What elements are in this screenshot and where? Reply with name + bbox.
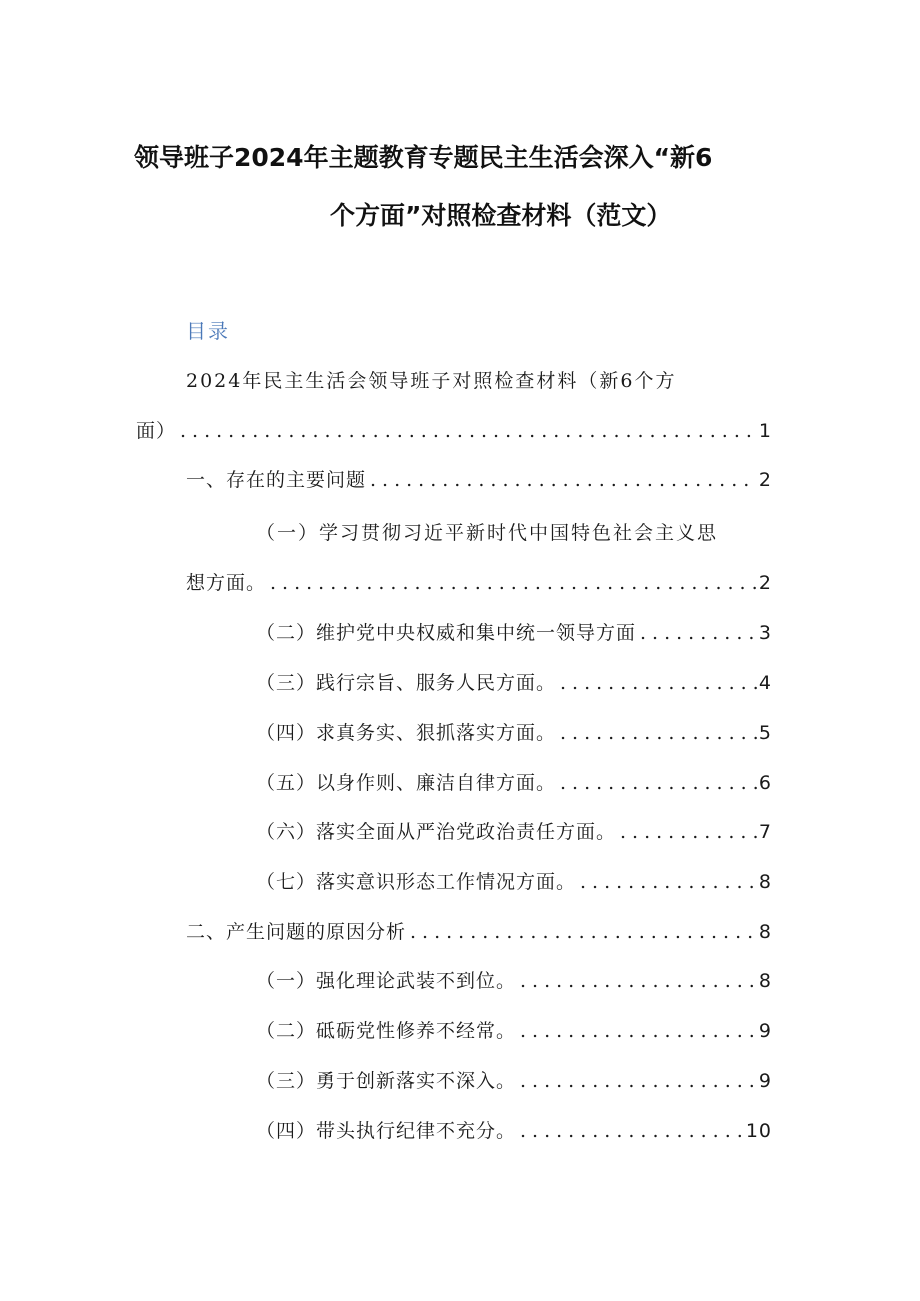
- toc-heading[interactable]: 目录: [186, 319, 230, 343]
- toc-page-number: 9: [758, 1070, 772, 1092]
- toc-entry-label: （四）求真务实、狠抓落实方面。: [256, 722, 557, 744]
- toc-entry[interactable]: [256, 867, 772, 897]
- toc-leader-dots: [556, 718, 757, 748]
- toc-entry[interactable]: [186, 465, 772, 495]
- toc-entry[interactable]: [256, 1116, 772, 1146]
- toc-leader-dots: [176, 416, 757, 446]
- toc-entry-label: 一、存在的主要问题: [186, 469, 367, 491]
- toc-entry-label: （三）践行宗旨、服务人民方面。: [256, 672, 557, 694]
- toc-leader-dots: [556, 768, 757, 798]
- toc-page-number: 8: [758, 871, 772, 893]
- toc-leader-dots: [516, 1066, 757, 1096]
- toc-entry[interactable]: [256, 718, 772, 748]
- toc-entry[interactable]: [136, 416, 772, 446]
- toc-entry[interactable]: [256, 817, 772, 847]
- toc-entry[interactable]: [256, 668, 772, 698]
- toc-leader-dots: [406, 917, 757, 947]
- toc-entry-label: （六）落实全面从严治党政治责任方面。: [256, 821, 617, 843]
- toc-entry-label: （七）落实意识形态工作情况方面。: [256, 871, 577, 893]
- toc-leader-dots: [516, 1116, 744, 1146]
- toc-page-number: 8: [758, 970, 772, 992]
- toc-entry[interactable]: [186, 568, 772, 598]
- toc-leader-dots: [516, 1016, 757, 1046]
- toc-page-number: 6: [758, 772, 772, 794]
- toc-page-number: 1: [758, 420, 772, 442]
- toc-entry[interactable]: [256, 1066, 772, 1096]
- toc-leader-dots: [556, 668, 757, 698]
- toc-entry-label: 面）: [136, 420, 177, 442]
- toc-entry[interactable]: [186, 917, 772, 947]
- toc-page-number: 5: [758, 722, 772, 744]
- toc-entry-label: （一）强化理论武装不到位。: [256, 970, 517, 992]
- toc-page-number: 9: [758, 1020, 772, 1042]
- document-title-line-2: 个方面”对照检查材料（范文）: [330, 201, 672, 230]
- toc-page-number: 10: [745, 1120, 772, 1142]
- toc-page-number: 3: [758, 622, 772, 644]
- document-title-line-1: 领导班子2024年主题教育专题民主生活会深入“新6: [134, 143, 713, 172]
- toc-entry-label: （二）维护党中央权威和集中统一领导方面: [256, 622, 637, 644]
- toc-entry-label: （二）砥砺党性修养不经常。: [256, 1020, 517, 1042]
- toc-entry-label: （四）带头执行纪律不充分。: [256, 1120, 517, 1142]
- toc-entry-label: 二、产生问题的原因分析: [186, 921, 407, 943]
- toc-entry[interactable]: [256, 618, 772, 648]
- toc-entry-label: （三）勇于创新落实不深入。: [256, 1070, 517, 1092]
- toc-entry[interactable]: [256, 1016, 772, 1046]
- toc-leader-dots: [266, 568, 757, 598]
- toc-entry-label: （五）以身作则、廉洁自律方面。: [256, 772, 557, 794]
- toc-entry-line[interactable]: （一）学习贯彻习近平新时代中国特色社会主义思: [256, 522, 719, 544]
- toc-entry-label: 想方面。: [186, 572, 267, 594]
- toc-entry[interactable]: [256, 768, 772, 798]
- toc-entry-line[interactable]: 2024年民主生活会领导班子对照检查材料（新6个方: [186, 370, 677, 392]
- toc-page-number: 8: [758, 921, 772, 943]
- toc-page-number: 2: [758, 469, 772, 491]
- toc-page-number: 4: [758, 672, 772, 694]
- toc-leader-dots: [516, 966, 757, 996]
- toc-entry[interactable]: [256, 966, 772, 996]
- toc-leader-dots: [576, 867, 757, 897]
- toc-page-number: 2: [758, 572, 772, 594]
- toc-page-number: 7: [758, 821, 772, 843]
- toc-leader-dots: [636, 618, 757, 648]
- toc-leader-dots: [616, 817, 757, 847]
- toc-leader-dots: [366, 465, 757, 495]
